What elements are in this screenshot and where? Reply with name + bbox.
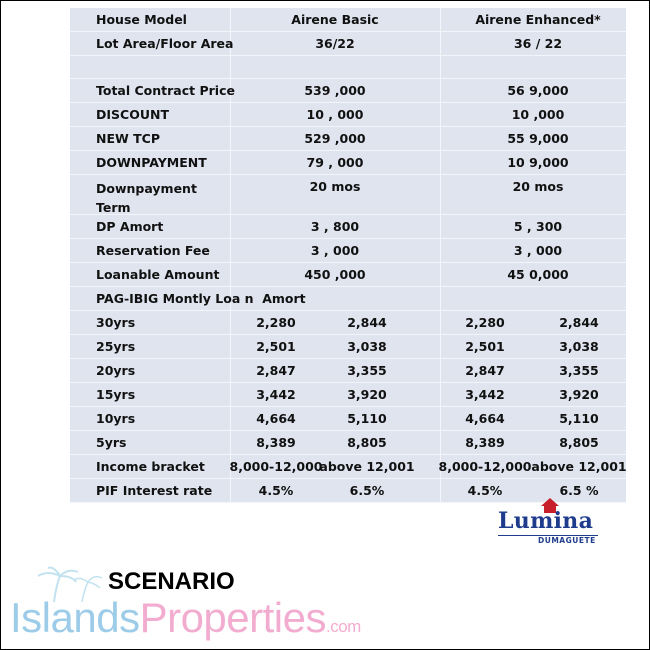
row-label: 15yrs	[96, 387, 136, 402]
table-row	[70, 407, 626, 431]
value-basic: 450 ,000	[304, 267, 366, 282]
row-label: NEW TCP	[96, 131, 161, 146]
value-enhanced-low: 8,000-12,000	[438, 459, 532, 474]
value-enhanced: 56 9,000	[507, 83, 569, 98]
value-basic-high: 3,355	[347, 363, 387, 378]
table-row	[70, 383, 626, 407]
value-basic: 79 , 000	[306, 155, 364, 170]
value-enhanced-high: 3,920	[559, 387, 599, 402]
value-enhanced-high: 2,844	[559, 315, 599, 330]
value-basic-high: 8,805	[347, 435, 387, 450]
value-enhanced: 55 9,000	[507, 131, 569, 146]
value-enhanced-low: 4.5%	[467, 483, 503, 498]
value-basic-low: 8,389	[256, 435, 296, 450]
row-label: Loanable Amount	[96, 267, 220, 282]
table-row	[70, 359, 626, 383]
row-label: 5yrs	[96, 435, 127, 450]
value-basic: 36/22	[315, 36, 355, 51]
table-row	[70, 455, 626, 479]
row-label: 30yrs	[96, 315, 136, 330]
value-basic-high: 6.5%	[349, 483, 385, 498]
pagibig-heading-row	[70, 287, 626, 311]
value-basic-low: 8,000-12,000	[229, 459, 323, 474]
row-label: Reservation Fee	[96, 243, 210, 258]
watermark	[10, 594, 361, 642]
value-enhanced: 5 , 300	[513, 219, 563, 234]
row-label: DISCOUNT	[96, 107, 169, 122]
value-basic: 20 mos	[309, 179, 361, 194]
row-label: Lot Area/Floor Area	[96, 36, 234, 51]
table-row	[70, 263, 626, 287]
table-row	[70, 175, 626, 215]
value-basic-high: above 12,001	[319, 459, 415, 474]
value-basic-low: 4,664	[256, 411, 296, 426]
table-row	[70, 32, 626, 56]
scenario-title: SCENARIO	[108, 568, 235, 595]
table-row	[70, 79, 626, 103]
value-basic: 529 ,000	[304, 131, 366, 146]
value-enhanced-low: 4,664	[465, 411, 505, 426]
table-row	[70, 215, 626, 239]
value-enhanced-high: 6.5 %	[559, 483, 599, 498]
header-label: House Model	[96, 12, 187, 27]
value-basic-high: 2,844	[347, 315, 387, 330]
value-basic: 10 , 000	[306, 107, 364, 122]
value-basic-high: 3,038	[347, 339, 387, 354]
logo-wordmark: Lumina	[498, 508, 594, 534]
blank-row	[70, 56, 626, 79]
table-row	[70, 335, 626, 359]
row-label: DP Amort	[96, 219, 164, 234]
watermark-islands: Islands	[10, 594, 140, 641]
value-enhanced-low: 2,501	[465, 339, 505, 354]
pagibig-label: PAG-IBIG Montly Loa n Amort	[96, 291, 306, 306]
watermark-com: .com	[326, 617, 361, 636]
value-basic-high: 3,920	[347, 387, 387, 402]
table-row	[70, 151, 626, 175]
value-basic: 539 ,000	[304, 83, 366, 98]
value-basic: 3 , 000	[310, 243, 360, 258]
value-enhanced: 45 0,000	[507, 267, 569, 282]
lumina-logo	[496, 498, 602, 548]
row-label: 20yrs	[96, 363, 136, 378]
value-basic-high: 5,110	[347, 411, 387, 426]
value-enhanced-high: 8,805	[559, 435, 599, 450]
row-label: 25yrs	[96, 339, 136, 354]
price-table	[70, 8, 626, 503]
value-basic-low: 4.5%	[258, 483, 294, 498]
value-enhanced: 20 mos	[512, 179, 564, 194]
table-row	[70, 311, 626, 335]
value-enhanced-low: 2,847	[465, 363, 505, 378]
value-enhanced-high: 5,110	[559, 411, 599, 426]
watermark-properties: Properties	[139, 594, 326, 641]
value-enhanced-high: 3,038	[559, 339, 599, 354]
value-enhanced-low: 3,442	[465, 387, 505, 402]
header-airene-enhanced: Airene Enhanced*	[475, 12, 601, 27]
value-enhanced: 10 9,000	[507, 155, 569, 170]
row-label: Downpayment Term	[96, 181, 197, 215]
value-basic-low: 2,501	[256, 339, 296, 354]
row-label: 10yrs	[96, 411, 136, 426]
value-enhanced-low: 2,280	[465, 315, 505, 330]
value-enhanced: 3 , 000	[513, 243, 563, 258]
table-row	[70, 103, 626, 127]
value-enhanced-low: 8,389	[465, 435, 505, 450]
row-label: Total Contract Price	[96, 83, 235, 98]
logo-subtitle: DUMAGUETE	[538, 536, 596, 545]
table-header-row	[70, 8, 626, 32]
value-enhanced-high: 3,355	[559, 363, 599, 378]
value-enhanced: 10 ,000	[511, 107, 565, 122]
value-basic-low: 2,280	[256, 315, 296, 330]
value-basic: 3 , 800	[310, 219, 360, 234]
row-label: Income bracket	[96, 459, 205, 474]
value-enhanced: 36 / 22	[513, 36, 563, 51]
value-basic-low: 2,847	[256, 363, 296, 378]
table-row	[70, 127, 626, 151]
value-basic-low: 3,442	[256, 387, 296, 402]
row-label: PIF Interest rate	[96, 483, 213, 498]
header-airene-basic: Airene Basic	[291, 12, 379, 27]
house-roof-icon	[541, 498, 559, 506]
value-enhanced-high: above 12,001	[531, 459, 627, 474]
table-row	[70, 239, 626, 263]
row-label: DOWNPAYMENT	[96, 155, 207, 170]
table-row	[70, 431, 626, 455]
